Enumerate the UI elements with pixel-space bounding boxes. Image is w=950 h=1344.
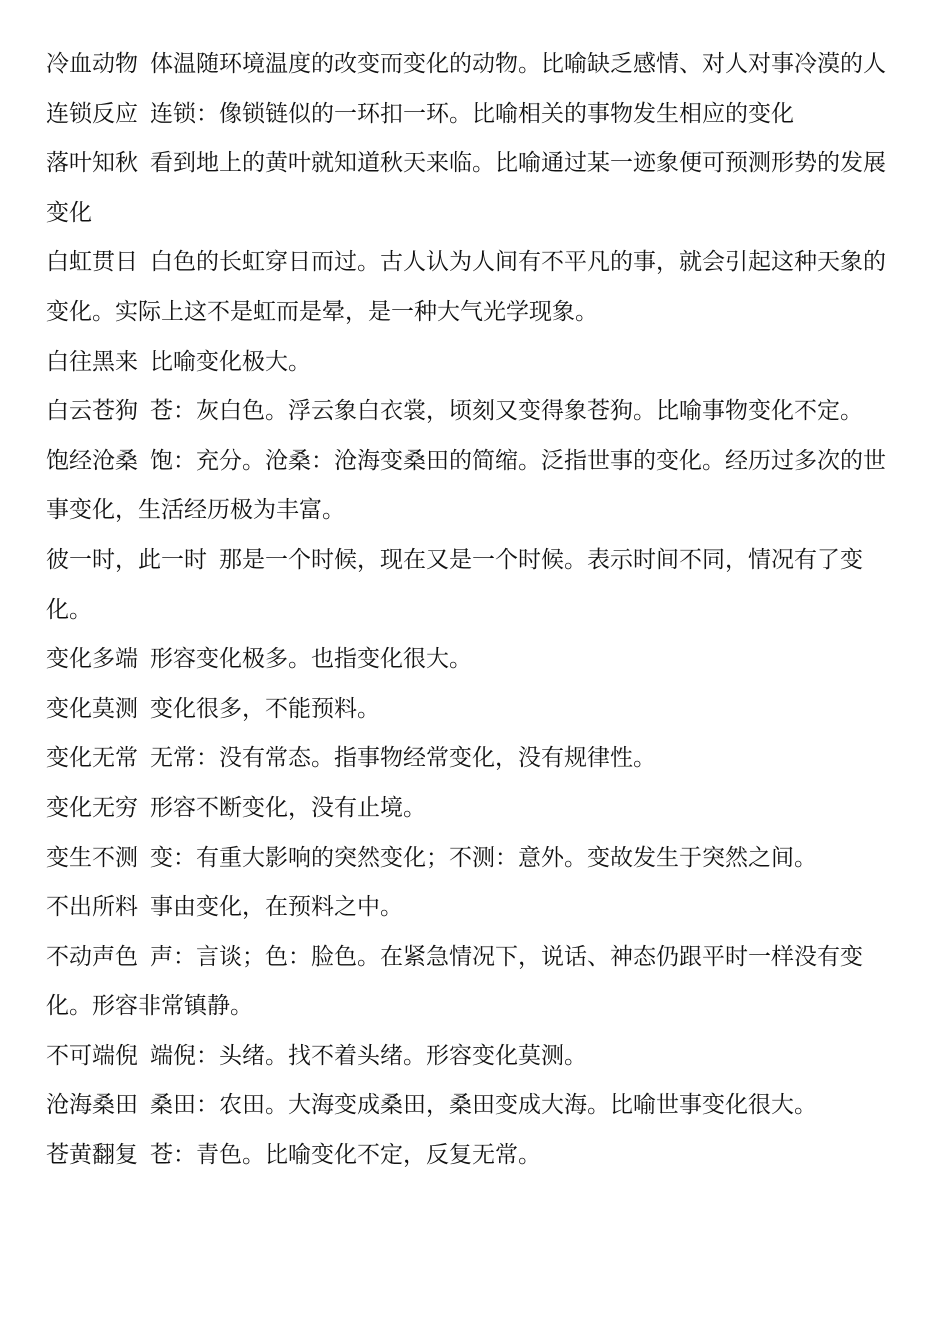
idiom-term: 苍黄翻复: [46, 1142, 138, 1169]
idiom-definition: 声：言谈；色：脸色。在紧急情况下，说话、神态仍跟平时一样没有变化。形容非常镇静。: [46, 943, 863, 1020]
idiom-term: 不可端倪: [46, 1042, 138, 1069]
idiom-definition: 事由变化，在预料之中。: [150, 894, 403, 921]
idiom-term: 饱经沧桑: [46, 447, 138, 474]
idiom-definition: 饱：充分。沧桑：沧海变桑田的简缩。泛指世事的变化。经历过多次的世事变化，生活经历极为丰富。: [46, 447, 886, 524]
idiom-definition: 体温随环境温度的改变而变化的动物。比喻缺乏感情、对人对事冷漠的人: [150, 51, 886, 77]
idiom-definition: 变：有重大影响的突然变化；不测：意外。变故发生于突然之间。: [150, 844, 817, 871]
idiom-entry: [46, 139, 906, 238]
idiom-entry: [46, 536, 906, 635]
idiom-definition: 无常：没有常态。指事物经常变化，没有规律性。: [150, 745, 656, 772]
idiom-definition: 苍：灰白色。浮云象白衣裳，顷刻又变得象苍狗。比喻事物变化不定。: [150, 398, 863, 425]
idiom-entry: [46, 635, 906, 685]
idiom-definition: 苍：青色。比喻变化不定，反复无常。: [150, 1142, 541, 1169]
idiom-entry: [46, 734, 906, 784]
idiom-term: 连锁反应: [46, 100, 138, 127]
idiom-term: 冷血动物: [46, 51, 138, 77]
idiom-entry: [46, 784, 906, 834]
idiom-term: 变生不测: [46, 844, 138, 871]
idiom-term: 白虹贯日: [46, 249, 138, 276]
idiom-document: [46, 40, 906, 1181]
idiom-term: 沧海桑田: [46, 1092, 138, 1119]
idiom-term: 彼一时，此一时: [46, 546, 207, 573]
idiom-term: 不动声色: [46, 943, 138, 970]
idiom-entry: [46, 1081, 906, 1131]
idiom-definition: 变化很多，不能预料。: [150, 695, 380, 722]
idiom-entry: [46, 238, 906, 337]
idiom-definition: 桑田：农田。大海变成桑田，桑田变成大海。比喻世事变化很大。: [150, 1092, 817, 1119]
idiom-definition: 端倪：头绪。找不着头绪。形容变化莫测。: [150, 1042, 587, 1069]
idiom-entry: [46, 40, 906, 90]
idiom-term: 落叶知秋: [46, 150, 138, 177]
idiom-definition: 比喻变化极大。: [150, 348, 311, 375]
idiom-entry: [46, 685, 906, 735]
idiom-term: 不出所料: [46, 894, 138, 921]
idiom-entry: [46, 834, 906, 884]
idiom-term: 变化无常: [46, 745, 138, 772]
idiom-entry: [46, 387, 906, 437]
idiom-term: 白往黑来: [46, 348, 138, 375]
idiom-entry: [46, 338, 906, 388]
idiom-entry: [46, 933, 906, 1032]
idiom-definition: 白色的长虹穿日而过。古人认为人间有不平凡的事，就会引起这种天象的变化。实际上这不是虹而是晕，是一种大气光学现象。: [46, 249, 886, 325]
idiom-entry: [46, 883, 906, 933]
idiom-entry: [46, 437, 906, 536]
idiom-entry: [46, 90, 906, 140]
idiom-entry: [46, 1032, 906, 1082]
idiom-definition: 形容变化极多。也指变化很大。: [150, 646, 472, 673]
idiom-entry: [46, 1131, 906, 1181]
idiom-definition: 看到地上的黄叶就知道秋天来临。比喻通过某一迹象便可预测形势的发展变化: [46, 150, 886, 226]
idiom-term: 白云苍狗: [46, 398, 138, 425]
idiom-term: 变化无穷: [46, 794, 138, 821]
idiom-term: 变化莫测: [46, 695, 138, 722]
idiom-definition: 形容不断变化，没有止境。: [150, 794, 426, 821]
idiom-definition: 连锁：像锁链似的一环扣一环。比喻相关的事物发生相应的变化: [150, 100, 794, 127]
idiom-term: 变化多端: [46, 646, 138, 673]
idiom-definition: 那是一个时候，现在又是一个时候。表示时间不同，情况有了变化。: [46, 546, 863, 623]
